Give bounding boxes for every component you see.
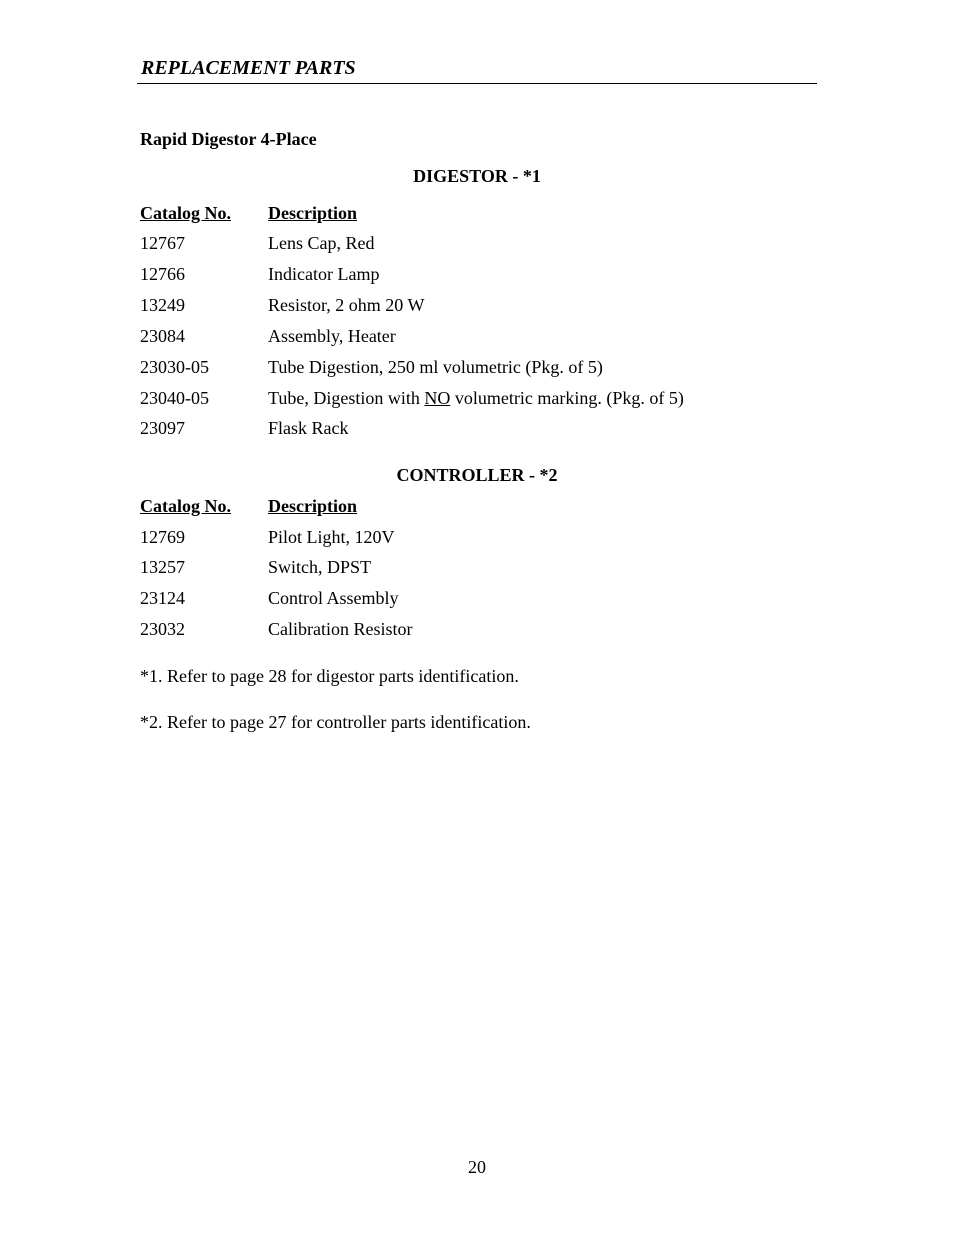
catalog-number: 12769 xyxy=(140,527,185,547)
footnote-controller: *2. Refer to page 27 for controller parts identification. xyxy=(140,712,531,732)
description-text: volumetric marking. (Pkg. of 5) xyxy=(450,388,684,408)
digestor-heading: DIGESTOR - *1 xyxy=(413,166,541,186)
page-number: 20 xyxy=(468,1157,486,1177)
part-description: Resistor, 2 ohm 20 W xyxy=(268,295,425,315)
catalog-number: 13249 xyxy=(140,295,185,315)
controller-description-header: Description xyxy=(268,496,357,516)
description-text: Tube, Digestion with xyxy=(268,388,425,408)
catalog-number: 23030-05 xyxy=(140,357,209,377)
part-description: Flask Rack xyxy=(268,418,349,438)
product-title: Rapid Digestor 4-Place xyxy=(140,129,317,149)
catalog-number: 23032 xyxy=(140,619,185,639)
part-description: Calibration Resistor xyxy=(268,619,413,639)
part-description: Indicator Lamp xyxy=(268,264,380,284)
catalog-number: 13257 xyxy=(140,557,185,577)
page-title: REPLACEMENT PARTS xyxy=(141,57,356,79)
catalog-number: 23084 xyxy=(140,326,185,346)
controller-heading: CONTROLLER - *2 xyxy=(396,465,558,485)
page-header xyxy=(137,55,817,84)
digestor-description-header: Description xyxy=(268,203,357,223)
catalog-number: 12767 xyxy=(140,233,185,253)
emphasis-no: NO xyxy=(424,388,451,408)
part-description xyxy=(268,387,684,409)
part-description: Switch, DPST xyxy=(268,557,372,577)
catalog-number: 23124 xyxy=(140,588,185,608)
part-description: Pilot Light, 120V xyxy=(268,527,395,547)
controller-catalog-header: Catalog No. xyxy=(140,496,231,516)
part-description: Control Assembly xyxy=(268,588,399,608)
part-description: Lens Cap, Red xyxy=(268,233,375,253)
part-description: Tube Digestion, 250 ml volumetric (Pkg. of 5) xyxy=(268,357,603,377)
footnote-digestor: *1. Refer to page 28 for digestor parts identification. xyxy=(140,666,519,686)
catalog-number: 23040-05 xyxy=(140,388,209,408)
catalog-number: 12766 xyxy=(140,264,185,284)
catalog-number: 23097 xyxy=(140,418,185,438)
digestor-catalog-header: Catalog No. xyxy=(140,203,231,223)
part-description: Assembly, Heater xyxy=(268,326,396,346)
